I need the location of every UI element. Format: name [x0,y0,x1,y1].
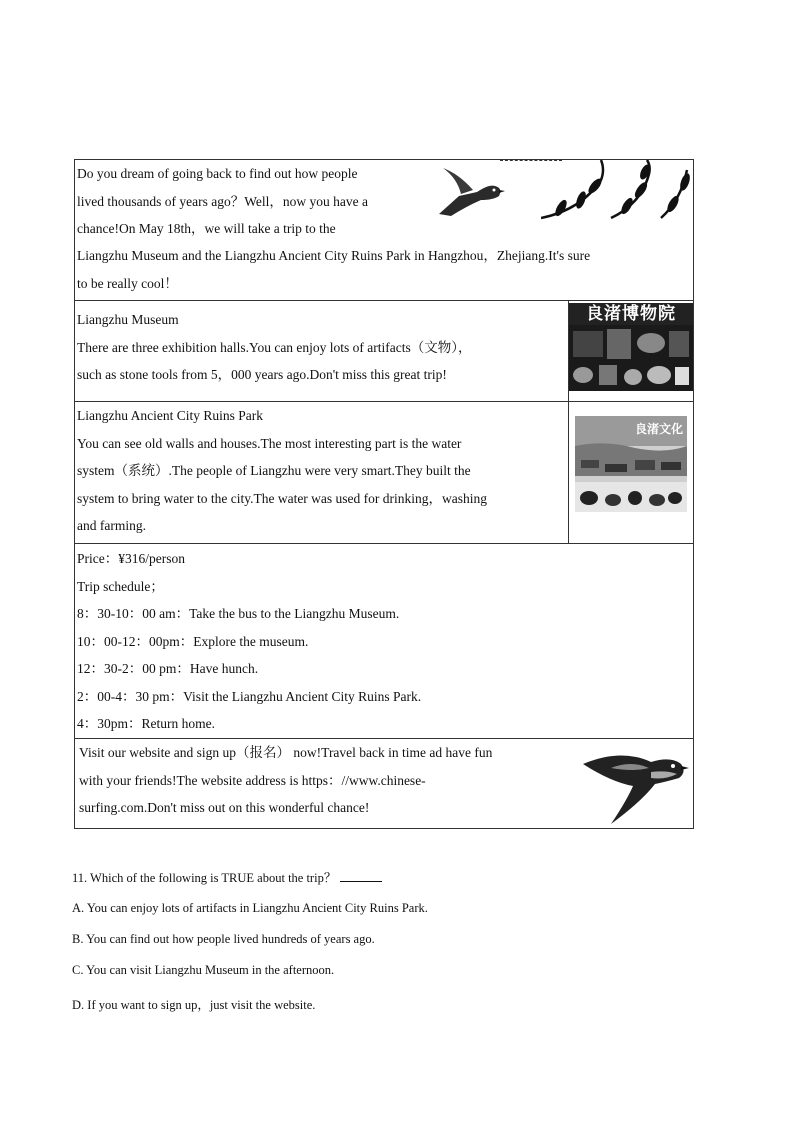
schedule-cell [75,544,694,739]
intro-cell [75,160,694,301]
schedule-item: 2：00-4：30 pm：Visit the Liangzhu Ancient City Ruins Park. [77,688,422,704]
option-a[interactable]: A. You can enjoy lots of artifacts in Liangzhu Ancient City Ruins Park. [72,901,428,915]
intro-paragraph-top [77,160,422,243]
schedule-item: 10：00-12：00pm：Explore the museum. [77,633,309,649]
schedule-item: 4：30pm：Return home. [77,716,215,731]
willow-branches-icon [541,160,695,220]
swallow-icon [437,166,505,218]
park-cell [75,402,569,544]
option-d[interactable]: D. If you want to sign up，just visit the website. [72,998,316,1012]
museum-photo-cell [569,301,694,402]
option-c[interactable]: C. You can visit Liangzhu Museum in the afternoon. [72,963,335,977]
question-stem [72,868,382,886]
museum-photo-caption: 良渚博物院 [586,304,676,324]
intro-line-1: Do you dream of going back to find out how people [77,166,358,181]
intro-paragraph-bottom [77,242,683,297]
question-text: 11. Which of the following is TRUE about the trip？ [72,871,337,885]
signup-line-3: surfing.com.Don't miss out on this wonderful chance! [79,800,370,815]
schedule-item: 8：30-10：00 am：Take the bus to the Liangzhu Museum. [77,606,400,621]
museum-cell [75,301,569,402]
intro-line-4: Liangzhu Museum and the Liangzhu Ancient City Ruins Park in Hangzhou，Zhejiang.It's sure [77,248,591,263]
signup-line-2: with your friends!The website address is https：//www.chinese- [79,772,426,788]
museum-heading: Liangzhu Museum [77,312,179,327]
trip-flyer [74,159,694,829]
museum-line-1: There are three exhibition halls.You can enjoy lots of artifacts（文物）， [77,339,472,355]
park-heading: Liangzhu Ancient City Ruins Park [77,408,263,423]
signup-line-1: Visit our website and sign up（报名） now!Travel back in time ad have fun [79,745,493,760]
intro-line-5: to be really cool！ [77,275,178,291]
park-line-2: system（系统）.The people of Liangzhu were very smart.They built the [77,463,471,478]
schedule-item: 12：30-2：00 pm：Have hunch. [77,661,259,676]
price-text: Price：¥316/person [77,551,185,566]
schedule-title: Trip schedule； [77,578,164,594]
museum-artifacts-image [569,325,693,391]
park-photo [575,416,687,512]
park-photo-cell [569,402,694,544]
signup-paragraph [77,739,567,822]
park-line-3: system to bring water to the city.The water was used for drinking，washing [77,490,488,506]
answer-blank[interactable] [340,871,382,882]
signup-cell [75,739,694,829]
park-line-4: and farming. [77,518,146,533]
intro-line-2: lived thousands of years ago？Well，now you have a [77,193,368,209]
park-line-1: You can see old walls and houses.The most interesting part is the water [77,435,462,451]
park-photo-caption: 良渚文化 [634,422,683,436]
intro-line-3: chance!On May 18th，we will take a trip to the [77,221,336,236]
swallow-icon [581,742,689,826]
museum-line-2: such as stone tools from 5，000 years ago.Don't miss this great trip! [77,367,447,382]
museum-photo [569,303,693,391]
option-b[interactable]: B. You can find out how people lived hundreds of years ago. [72,932,375,946]
